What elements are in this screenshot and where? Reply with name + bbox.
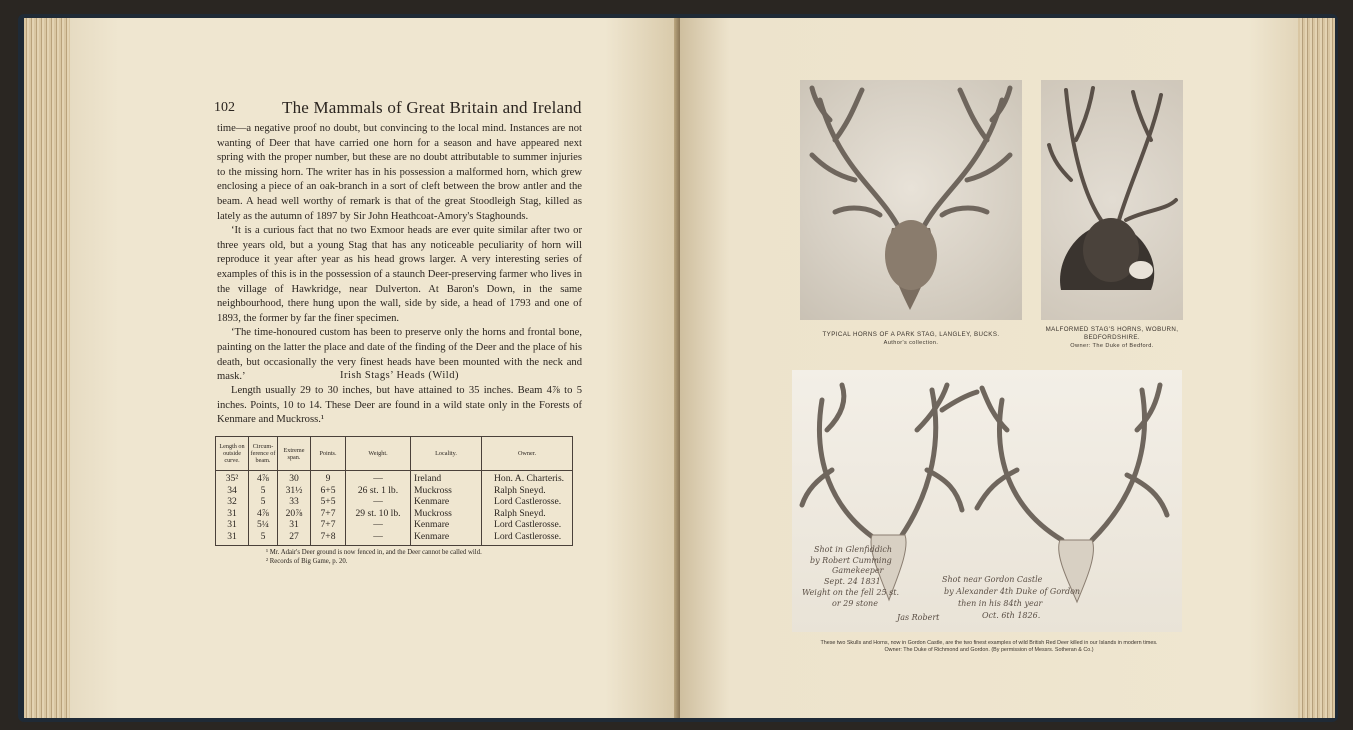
cell: 7+7: [311, 508, 346, 520]
section-text: Length usually 29 to 30 inches, but have attained to 35 inches. Beam 4⅞ to 5 inches. Points, 10 to 14. These Deer are found in a wild state only in the Forests of Kenmare and Muckross.¹: [217, 385, 582, 426]
cell: Lord Castlerosse.: [482, 519, 573, 531]
caption-subtitle: Author's collection.: [883, 340, 939, 346]
cell: Kenmare: [411, 519, 482, 531]
cell: 5+5: [311, 496, 346, 508]
cell: —: [346, 519, 411, 531]
running-title: The Mammals of Great Britain and Ireland: [282, 98, 582, 117]
page-number: 102: [214, 100, 235, 115]
cell: 31: [216, 531, 249, 546]
photographer-signature: Jas Robert: [897, 613, 940, 622]
inscription-line: Weight on the fell 25 st.: [802, 588, 899, 597]
cell: Ralph Sneyd.: [482, 485, 573, 497]
cell: 5¼: [249, 519, 278, 531]
table-row: [216, 471, 573, 485]
caption-title: MALFORMED STAG'S HORNS, WOBURN, BEDFORDSHIRE.: [1045, 326, 1179, 341]
inscription-line: Shot in Glenfiddich: [814, 545, 893, 554]
plate3-caption: [800, 640, 1178, 654]
table-row: [216, 485, 573, 497]
cell: 32: [216, 496, 249, 508]
body-text: [217, 122, 582, 385]
column-header: Locality.: [411, 437, 482, 471]
cell: 20⅞: [278, 508, 311, 520]
cell: 31: [216, 519, 249, 531]
cell: Kenmare: [411, 496, 482, 508]
cell: 27: [278, 531, 311, 546]
footnote: ² Records of Big Game, p. 20.: [266, 558, 348, 565]
paragraph: ‘The time-honoured custom has been to preserve only the horns and frontal bone, painting on the latter the place and date of the finding of the Deer and the place of his death, but occasionally the very finest heads have been mounted with the neck and mask.’: [217, 327, 582, 383]
paragraph: ‘It is a curious fact that no two Exmoor heads are ever quite similar after two or three years old, but a young Stag that has any noticeable peculiarity of horn will reproduce it year after year as his head grows larger. A very interesting series of examples of this is in the possession of a staunch Deer-preserving farmer who lives in the village of Hawkridge, near Dulverton. At Baron's Down, in the same neighbourhood, there hung upon the wall, side by side, a head of 1793 and one of 1893, the former by far the finer specimen.: [217, 225, 582, 324]
cell: 34: [216, 485, 249, 497]
cell: Ralph Sneyd.: [482, 508, 573, 520]
cell: Kenmare: [411, 531, 482, 546]
cell: 4⅞: [249, 471, 278, 485]
table-row: [216, 496, 573, 508]
cell: 31: [216, 508, 249, 520]
cell: Muckross: [411, 508, 482, 520]
malformed-stag-photo: [1041, 80, 1183, 320]
cell: Muckross: [411, 485, 482, 497]
cell: 31: [278, 519, 311, 531]
inscription-line: or 29 stone: [832, 599, 878, 608]
plate1-caption: [800, 330, 1022, 348]
table-header-row: [216, 437, 573, 471]
inscription-line: then in his 84th year: [958, 599, 1043, 608]
column-header: Points.: [311, 437, 346, 471]
cell: 29 st. 10 lb.: [346, 508, 411, 520]
cell: 9: [311, 471, 346, 485]
caption-title: TYPICAL HORNS OF A PARK STAG, LANGLEY, BUCKS.: [822, 331, 1000, 338]
cell: 31½: [278, 485, 311, 497]
inscription-line: Oct. 6th 1826.: [982, 611, 1041, 620]
cell: 5: [249, 485, 278, 497]
cell: 5: [249, 496, 278, 508]
inscription-line: Sept. 24 1831: [824, 577, 881, 586]
inscription-line: Gamekeeper: [832, 566, 884, 575]
inscription-line: Shot near Gordon Castle: [942, 575, 1043, 584]
inscription-line: by Robert Cumming: [810, 556, 892, 565]
cell: —: [346, 471, 411, 485]
cell: 4⅞: [249, 508, 278, 520]
column-header: Extreme span.: [278, 437, 311, 471]
footnote: ¹ Mr. Adair's Deer ground is now fenced in, and the Deer cannot be called wild.: [266, 549, 482, 556]
paragraph: time—a negative proof no doubt, but convincing to the local mind. Instances are not wanting of Deer that have carried one horn for a season and have appeared next spring with the proper number, but these are no doubt attributable to summer injuries to the missing horn. The writer has in his possession a malformed horn, which grew enclosing a piece of an oak-branch in a sort of cleft between the brow antler and the beam. A head well worthy of remark is that of the great Stoodleigh Stag, killed as lately as the autumn of 1897 by Sir John Heathcoat-Amory's Staghounds.: [217, 123, 582, 222]
caption-subtitle: Owner: The Duke of Bedford.: [1070, 343, 1154, 349]
page-header: [214, 100, 584, 120]
column-header: Length on outside curve.: [216, 437, 249, 471]
two-skulls-photo: [792, 370, 1182, 632]
column-header: Circum-ference of beam.: [249, 437, 278, 471]
section-heading: Irish Stags’ Heads (Wild): [340, 370, 459, 381]
table-row: [216, 519, 573, 531]
cell: 35²: [216, 471, 249, 485]
malformed-stag-illustration: [1041, 80, 1183, 320]
caption-line: Owner: The Duke of Richmond and Gordon. (By permission of Messrs. Sotheran & Co.): [884, 647, 1094, 653]
cell: —: [346, 531, 411, 546]
table-row: [216, 531, 573, 546]
footnotes: [266, 548, 576, 566]
park-stag-photo: [800, 80, 1022, 320]
column-header: Owner.: [482, 437, 573, 471]
cell: —: [346, 496, 411, 508]
cell: 7+8: [311, 531, 346, 546]
cell: Ireland: [411, 471, 482, 485]
cell: 26 st. 1 lb.: [346, 485, 411, 497]
plate2-caption: [1036, 326, 1188, 350]
table-row: [216, 508, 573, 520]
cell: Hon. A. Charteris.: [482, 471, 573, 485]
cell: 33: [278, 496, 311, 508]
cell: 5: [249, 531, 278, 546]
column-header: Weight.: [346, 437, 411, 471]
cell: 7+7: [311, 519, 346, 531]
stag-head-illustration: [800, 80, 1022, 320]
skulls-illustration: [792, 370, 1182, 632]
cell: Lord Castlerosse.: [482, 531, 573, 546]
cell: Lord Castlerosse.: [482, 496, 573, 508]
cell: 6+5: [311, 485, 346, 497]
caption-line: These two Skulls and Horns, now in Gordon Castle, are the two finest examples of wild British Red Deer killed in our Islands in modern times.: [820, 640, 1158, 646]
inscription-line: by Alexander 4th Duke of Gordon: [944, 587, 1081, 596]
cell: 30: [278, 471, 311, 485]
irish-stags-table: [215, 436, 573, 546]
